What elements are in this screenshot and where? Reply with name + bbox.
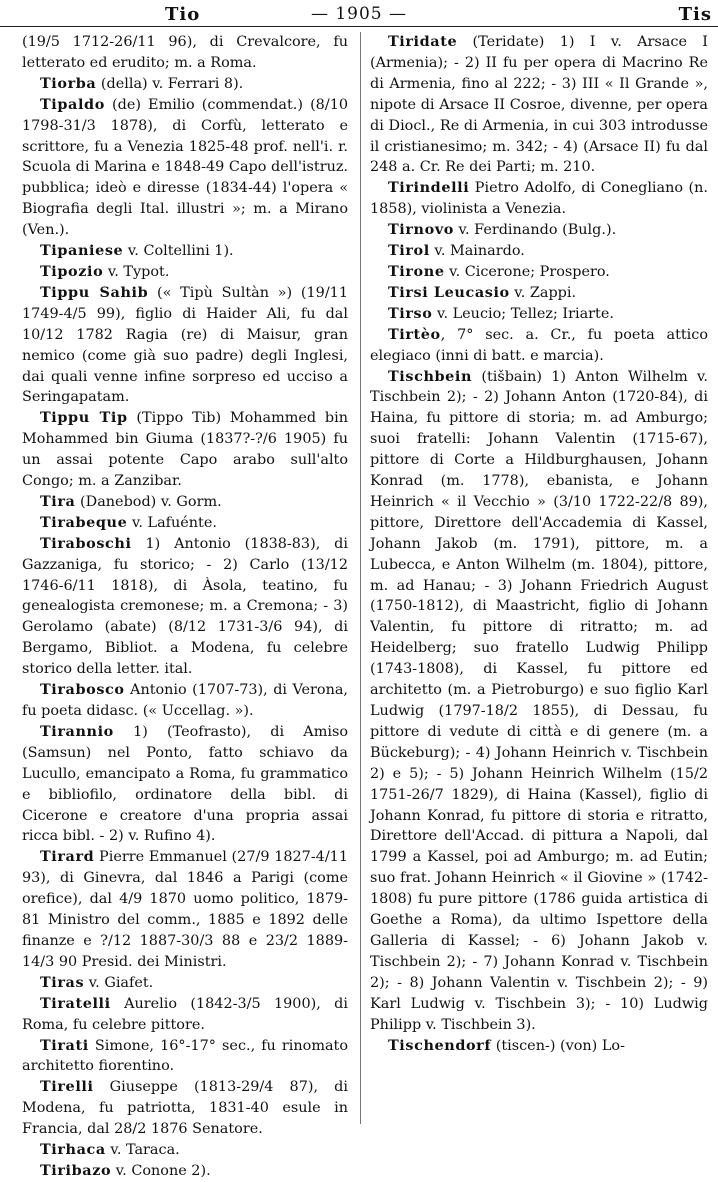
dictionary-entry [22, 1161, 348, 1182]
entry-headword: Tiribazo [40, 1161, 112, 1179]
entry-text: Giuseppe (1813-29/4 87), di Modena, fu patriotta, 1831-40 esule in Francia, dal 28/2 1876 Senatore. [22, 1079, 348, 1138]
entry-text: (Danebod) v. Gorm. [75, 493, 222, 510]
entry-headword: Tirol [388, 242, 430, 260]
entry-text: v. Conone 2). [111, 1162, 211, 1179]
entry-text: Pierre Emmanuel (27/9 1827-4/11 93), di Ginevra, dal 1846 a Parigi (come orefice), dal 4/9 1870 uomo politico, 1879-81 Ministro del comm., 1885 e 1892 delle finanze e ?/12 1887-30/3 88 e 23/2 1889-14/3 90 Presid. dei Ministri. [22, 849, 348, 970]
entry-headword: Tippu Tip [40, 409, 128, 427]
entry-text: 1) Antonio (1838-83), di Gazzaniga, fu storico; - 2) Carlo (13/12 1746-6/11 1818), di Àsola, teatino, fu genealogista cremonese; m. a Cremona; - 3) Gerolamo (abate) (8/12 1731-3/6 94), di Bergamo, Bibliot. a Modena, fu celebre storico della letter. ital. [22, 535, 348, 678]
entry-text: (« Tipù Sultàn ») (19/11 1749-4/5 99), figlio di Haider Ali, fu dal 10/12 1782 Ragia (re) di Maisur, gran nemico (come già suo padre) degli Inglesi, dai quali venne infine sorpreso ed ucciso a Seringapatam. [22, 284, 348, 406]
entry-text: , 7° sec. a. Cr., fu poeta attico elegiaco (inni di batt. e marcia). [370, 326, 708, 364]
dictionary-entry [22, 74, 348, 95]
entry-text: (tišbain) 1) Anton Wilhelm v. Tischbein 2); - 2) Johann Anton (1720-84), di Haina, fu pittore di storia; m. ad Amburgo; suoi fratelli: Johann Valentin (1715-67), pittore di Corte a Hildburghausen, Johann Konrad (m. 1778), ebanista, e Johann Heinrich « il Vecchio » (3/10 1722-22/8 89), pittore, Direttore dell'Accademia di Kassel, Johann Jakob (m. 1791), pittore, m. a Lubecca, e Anton Wilhelm (m. 1804), pittore, m. ad Hanau; - 3) Johann Friedrich August (1750-1812), di Maastricht, figlio di Johann Valentin, fu pittore di ritratto; m. ad Heidelberg; suo fratello Ludwig Philipp (1743-1808), di Kassel, fu pittore ed architetto (m. a Pietroburgo) e suo figlio Karl Ludwig (1797-18/2 1855), di Dessau, fu pittore di vedute di città e di genere (m. a Bückeburg); - 4) Johann Heinrich v. Tischbein 2) e 5); - 5) Johann Heinrich Wilhelm (15/2 1751-26/7 1829), di Haina (Kassel), figlio di Johann Konrad, fu pittore di storia e ritratto, Direttore dell'Accad. di pittura a Napoli, dal 1799 a Kassel, poi ad Amburgo; m. ad Eutin; suo frat. Johann Heinrich « il Giovine » (1742-1808) fu pure pittore (1786 guida artistica di Goethe a Roma), da ultimo Ispettore della Galleria di Kassel; - 6) Johann Jakob v. Tischbein 2); - 7) Johann Konrad v. Tischbein 2); - 8) Johann Valentin v. Tischbein 2); - 9) Karl Ludwig v. Tischbein 3); - 10) Ludwig Philipp v. Tischbein 3). [370, 368, 708, 1033]
header-right-guideword: Tis [678, 4, 712, 25]
dictionary-entry [22, 847, 348, 972]
dictionary-entry [22, 722, 348, 847]
entry-text: Simone, 16°-17° sec., fu rinomato architetto fiorentino. [22, 1037, 348, 1075]
entry-headword: Tiraboschi [40, 534, 132, 552]
entry-headword: Tirabeque [40, 513, 128, 531]
entry-text: (della) v. Ferrari 8). [96, 75, 244, 92]
entry-text: Aurelio (1842-3/5 1900), di Roma, fu celebre pittore. [22, 995, 348, 1033]
entry-text: (Tippo Tib) Mohammed bin Mohammed bin Giuma (1837?-?/6 1905) fu un assai potente Capo arabo sull'alto Congo; m. a Zanzibar. [22, 410, 349, 490]
dictionary-entry [22, 1036, 348, 1078]
entry-text: 1) (Teofrasto), di Amiso (Samsun) nel Ponto, fatto schiavo da Lucullo, emancipato a Roma, fu grammatico e bibliofilo, ordinatore della bibl. di Cicerone e creatore d'una propria assai ricca bibl. - 2) v. Rufino 4). [22, 723, 348, 845]
entry-headword: Tippu Sahib [40, 283, 149, 301]
entry-text: v. Cicerone; Prospero. [444, 263, 610, 280]
dictionary-entry [22, 680, 348, 722]
dictionary-entry [22, 262, 348, 283]
entry-text: (19/5 1712-26/11 96), di Crevalcore, fu letterato ed erudito; m. a Roma. [22, 34, 348, 71]
dictionary-entry [370, 262, 708, 283]
entry-headword: Tirso [388, 304, 433, 322]
entry-headword: Tirindelli [388, 179, 470, 197]
left-column [22, 32, 349, 1179]
entry-headword: Tiorba [40, 74, 97, 92]
page-header [0, 0, 718, 27]
entry-headword: Tiratelli [40, 994, 111, 1012]
dictionary-entry [370, 367, 708, 1036]
entry-text: v. Lafuénte. [127, 514, 217, 531]
entry-headword: Tirannio [40, 722, 114, 740]
dictionary-entry [370, 325, 708, 367]
entry-headword: Tirsi Leucasio [388, 283, 510, 301]
right-column [370, 32, 708, 1127]
header-left-guideword: Tio [165, 4, 201, 25]
entry-headword: Tiridate [388, 33, 458, 50]
dictionary-entry [370, 283, 708, 304]
entry-headword: Tipaniese [40, 242, 124, 260]
entry-text: Antonio (1707-73), di Verona, fu poeta didasc. (« Uccellag. »). [22, 682, 348, 719]
dictionary-entry [22, 973, 348, 994]
entry-headword: Tischendorf [388, 1036, 492, 1054]
entry-headword: Tipozio [40, 262, 104, 280]
entry-headword: Tira [40, 492, 76, 510]
entry-headword: Tipaldo [40, 95, 105, 113]
entry-text: v. Taraca. [105, 1142, 180, 1159]
entry-headword: Tirtèo [388, 325, 441, 343]
dictionary-entry [370, 1036, 708, 1057]
entry-text: v. Mainardo. [429, 243, 525, 260]
dictionary-entry [370, 178, 708, 220]
entry-text: v. Giafet. [84, 974, 154, 991]
dictionary-entry [22, 994, 348, 1036]
column-divider [360, 32, 361, 1124]
entry-text: v. Leucio; Tellez; Iriarte. [432, 305, 614, 322]
entry-text: v. Ferdinando (Bulg.). [453, 222, 617, 239]
entry-headword: Tirone [388, 262, 445, 280]
dictionary-entry [22, 534, 348, 680]
entry-headword: Tirati [40, 1036, 89, 1054]
entry-headword: Tirnovo [388, 221, 454, 239]
dictionary-entry [22, 408, 348, 492]
entry-headword: Tirard [40, 848, 95, 866]
entry-headword: Tiras [40, 973, 85, 991]
entry-headword: Tischbein [388, 367, 473, 385]
dictionary-entry [22, 95, 348, 241]
dictionary-entry [22, 1077, 348, 1140]
dictionary-entry [22, 241, 348, 262]
entry-text: v. Typot. [103, 263, 170, 280]
dictionary-entry [370, 220, 708, 241]
dictionary-entry [22, 492, 348, 513]
entry-text: Pietro Adolfo, di Conegliano (n. 1858), violinista a Venezia. [370, 180, 708, 218]
dictionary-entry [22, 32, 348, 74]
dictionary-entry [22, 513, 348, 534]
dictionary-entry [370, 241, 708, 262]
dictionary-entry [22, 283, 348, 408]
entry-headword: Tirhaca [40, 1141, 106, 1159]
entry-headword: Tirabosco [40, 681, 125, 699]
dictionary-entry [370, 304, 708, 325]
entry-text: v. Coltellini 1). [123, 243, 234, 260]
entry-text: (de) Emilio (commendat.) (8/10 1798-31/3 1878), di Corfù, letterato e scrittore, fu a Venezia 1825-48 prof. nell'i. r. Scuola di Marina e 1848-49 Capo dell'istruz. pubblica; ideò e diresse (1834-44) l'opera « Biografia degli Ital. illustri »; m. a Mirano (Ven.). [22, 96, 348, 239]
entry-text: v. Zappi. [509, 284, 577, 301]
entry-headword: Tirelli [40, 1078, 94, 1096]
entry-text: (Teridate) 1) I v. Arsace I (Armenia); - 2) II fu per opera di Macrino Re di Armenia, fino al 222; - 3) III « Il Grande », nipote di Arsace II Cosroe, divenne, per opera di Diocl., Re di Armenia, in cui 303 introdusse il cristianesimo; m. 342; - 4) (Arsace II) fu dal 248 a. Cr. Re dei Parti; m. 210. [370, 34, 708, 176]
dictionary-entry [370, 32, 708, 178]
dictionary-entry [22, 1140, 348, 1161]
page-number: — 1905 — [310, 4, 408, 24]
entry-text: (tiscen-) (von) Lo- [491, 1037, 625, 1054]
